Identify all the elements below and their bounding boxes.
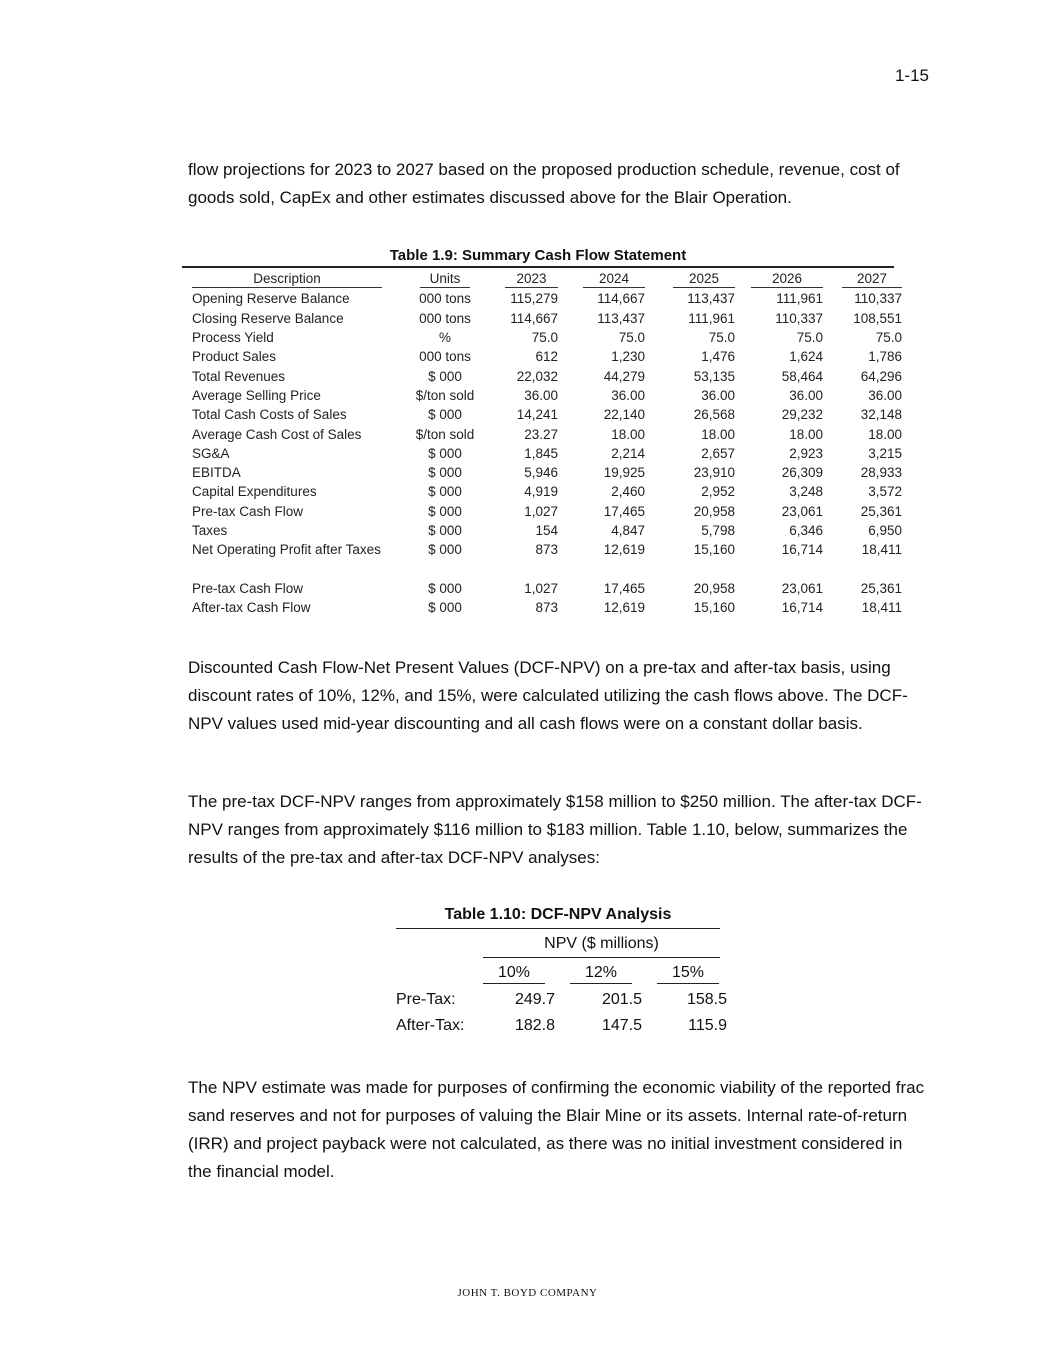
column-header-12pct: 12% xyxy=(570,963,632,984)
row-units: $ 000 xyxy=(428,484,462,500)
table-row xyxy=(192,502,902,521)
row-value: 4,847 xyxy=(611,523,645,538)
row-units: % xyxy=(438,330,451,346)
row-value: 2,657 xyxy=(701,445,735,461)
row-value: 22,140 xyxy=(603,407,645,423)
row-value: 108,551 xyxy=(853,310,902,326)
row-value: 26,309 xyxy=(781,465,823,481)
footer-company: JOHN T. BOYD COMPANY xyxy=(457,1287,598,1299)
row-description: Pre-tax Cash Flow xyxy=(192,503,304,519)
row-value: 22,032 xyxy=(516,368,558,384)
table-1-10-title: Table 1.10: DCF-NPV Analysis xyxy=(444,906,672,923)
npv-value: 182.8 xyxy=(514,1017,555,1034)
row-value: 12,619 xyxy=(603,542,645,558)
table-row xyxy=(192,540,902,559)
row-value: 36.00 xyxy=(524,387,558,403)
column-header: 2027 xyxy=(823,270,902,289)
row-value: 58,464 xyxy=(781,368,823,384)
empty-cell xyxy=(410,559,480,578)
row-units: $ 000 xyxy=(428,465,462,481)
table-row xyxy=(192,366,902,385)
row-value: 15,160 xyxy=(693,600,735,616)
row-description: Total Revenues xyxy=(192,368,286,384)
row-description: Net Operating Profit after Taxes xyxy=(192,542,381,558)
row-description: Average Cash Cost of Sales xyxy=(192,426,362,442)
npv-value: 115.9 xyxy=(688,1017,727,1034)
row-value: 4,919 xyxy=(524,484,558,500)
row-value: 12,619 xyxy=(603,600,645,616)
page-number: 1-15 xyxy=(894,66,929,85)
row-value: 23.27 xyxy=(524,426,558,442)
table-row xyxy=(192,463,902,482)
column-header-15pct: 15% xyxy=(657,963,719,984)
row-description: Product Sales xyxy=(192,349,277,365)
row-value: 20,958 xyxy=(693,580,735,596)
empty-cell xyxy=(558,559,645,578)
row-value: 16,714 xyxy=(781,542,823,558)
row-value: 5,946 xyxy=(524,465,558,481)
row-value: 6,950 xyxy=(868,523,902,538)
column-header: 2025 xyxy=(645,270,735,289)
row-value: 29,232 xyxy=(781,407,823,423)
paragraph-intro: flow projections for 2023 to 2027 based on the proposed production schedule, revenue, cost of goods sold, CapEx and other estimates discussed above for the Blair Operation. xyxy=(188,160,900,207)
row-value: 1,786 xyxy=(868,349,902,365)
row-label-pre-tax: Pre-Tax: xyxy=(396,991,456,1008)
npv-group-header: NPV ($ millions) xyxy=(544,935,659,952)
row-value: 17,465 xyxy=(603,503,645,519)
table-row xyxy=(192,347,902,366)
row-value: 6,346 xyxy=(789,523,823,538)
row-description: Process Yield xyxy=(192,330,274,346)
column-header: Description xyxy=(192,270,410,289)
row-units: $ 000 xyxy=(428,523,462,538)
row-value: 111,961 xyxy=(776,291,823,307)
row-units: $ 000 xyxy=(428,542,462,558)
row-value: 17,465 xyxy=(603,580,645,596)
row-value: 25,361 xyxy=(860,503,902,519)
paragraph-npv-range: The pre-tax DCF-NPV ranges from approximately $158 million to $250 million. The after-tax DCF-NPV ranges from approximately $116 million to $183 million. Table 1.10, below, summarizes the results of the pre-tax and after-tax DCF-NPV analyses: xyxy=(188,792,922,867)
row-value: 75.0 xyxy=(875,330,902,346)
row-value: 19,925 xyxy=(603,465,645,481)
empty-cell xyxy=(823,559,902,578)
paragraph-dcf-npv: Discounted Cash Flow-Net Present Values (DCF-NPV) on a pre-tax and after-tax basis, using discount rates of 10%, 12%, and 15%, were calculated utilizing the cash flows above. The DCF-NPV values used mid-year discounting and all cash flows were on a constant dollar basis. xyxy=(188,658,908,733)
row-value: 110,337 xyxy=(775,310,823,326)
row-value: 1,230 xyxy=(611,349,645,365)
table-row xyxy=(192,424,902,443)
row-value: 36.00 xyxy=(701,387,735,403)
table-row xyxy=(192,309,902,328)
row-value: 1,845 xyxy=(524,445,558,461)
row-value: 36.00 xyxy=(868,387,902,403)
row-value: 18.00 xyxy=(868,426,902,442)
row-value: 1,027 xyxy=(524,580,558,596)
row-value: 75.0 xyxy=(708,330,735,346)
row-value: 2,214 xyxy=(611,445,645,461)
column-header-10pct: 10% xyxy=(483,963,545,984)
table-row xyxy=(192,482,902,501)
row-value: 18.00 xyxy=(701,426,735,442)
npv-value: 201.5 xyxy=(601,991,642,1008)
row-value: 3,215 xyxy=(868,445,902,461)
row-value: 612 xyxy=(535,349,558,365)
row-description: Taxes xyxy=(192,523,228,538)
row-units: 000 tons xyxy=(419,349,471,365)
spacer-row xyxy=(192,559,902,578)
row-value: 23,910 xyxy=(693,465,735,481)
table-row xyxy=(192,386,902,405)
row-value: 3,572 xyxy=(868,484,902,500)
table-1-9-title: Table 1.9: Summary Cash Flow Statement xyxy=(389,247,687,264)
row-value: 32,148 xyxy=(860,407,902,423)
row-label-after-tax: After-Tax: xyxy=(396,1017,465,1034)
table-row xyxy=(192,328,902,347)
row-value: 2,923 xyxy=(789,445,823,461)
row-description: Pre-tax Cash Flow xyxy=(192,580,304,596)
row-units: $ 000 xyxy=(428,407,462,423)
row-units: $ 000 xyxy=(428,445,462,461)
row-value: 28,933 xyxy=(860,465,902,481)
row-description: Total Cash Costs of Sales xyxy=(192,407,347,423)
table-row xyxy=(192,289,902,308)
paragraph-npv-purpose: The NPV estimate was made for purposes of confirming the economic viability of the reported frac sand reserves and not for purposes of valuing the Blair Mine or its assets. Internal rate-of-return (IRR) and project payback were not calculated, as there was no initial investment considered in the financial model. xyxy=(188,1078,925,1181)
row-value: 64,296 xyxy=(860,368,902,384)
row-value: 14,241 xyxy=(516,407,558,423)
empty-cell xyxy=(735,559,823,578)
row-value: 1,476 xyxy=(701,349,735,365)
row-value: 18.00 xyxy=(789,426,823,442)
row-value: 16,714 xyxy=(781,600,823,616)
column-header: Units xyxy=(410,270,480,289)
row-units: 000 tons xyxy=(419,291,471,307)
row-value: 2,952 xyxy=(701,484,735,500)
row-value: 111,961 xyxy=(688,310,735,326)
npv-value: 147.5 xyxy=(601,1017,642,1034)
row-description: Closing Reserve Balance xyxy=(192,310,344,326)
column-header: 2026 xyxy=(735,270,823,289)
table-row xyxy=(192,598,902,617)
table-row xyxy=(192,579,902,598)
row-value: 75.0 xyxy=(796,330,823,346)
empty-cell xyxy=(480,559,558,578)
row-value: 114,667 xyxy=(597,291,645,307)
row-description: Average Selling Price xyxy=(192,387,321,403)
row-value: 113,437 xyxy=(597,310,645,326)
row-value: 15,160 xyxy=(693,542,735,558)
row-value: 1,624 xyxy=(789,349,823,365)
npv-value: 158.5 xyxy=(686,991,727,1008)
table-row xyxy=(192,405,902,424)
cash-flow-table xyxy=(192,270,902,617)
row-value: 115,279 xyxy=(510,291,558,307)
row-description: SG&A xyxy=(192,445,230,461)
row-units: $ 000 xyxy=(428,600,462,616)
row-value: 18,411 xyxy=(861,600,902,616)
row-value: 154 xyxy=(535,523,558,538)
row-value: 114,667 xyxy=(510,310,558,326)
empty-cell xyxy=(192,559,410,578)
row-value: 53,135 xyxy=(693,368,735,384)
column-header: 2024 xyxy=(558,270,645,289)
row-value: 2,460 xyxy=(611,484,645,500)
row-value: 873 xyxy=(535,542,558,558)
row-description: After-tax Cash Flow xyxy=(192,600,311,616)
row-value: 113,437 xyxy=(687,291,735,307)
row-value: 44,279 xyxy=(603,368,645,384)
row-value: 873 xyxy=(535,600,558,616)
row-value: 20,958 xyxy=(693,503,735,519)
row-description: EBITDA xyxy=(192,465,241,481)
column-header: 2023 xyxy=(480,270,558,289)
row-value: 26,568 xyxy=(693,407,735,423)
row-units: 000 tons xyxy=(419,310,471,326)
row-value: 23,061 xyxy=(781,503,823,519)
row-value: 18,411 xyxy=(861,542,902,558)
row-value: 110,337 xyxy=(854,291,902,307)
row-value: 25,361 xyxy=(860,580,902,596)
table-row xyxy=(192,521,902,540)
row-value: 75.0 xyxy=(531,330,558,346)
group-header-rule xyxy=(483,957,720,958)
row-units: $/ton sold xyxy=(415,426,475,442)
row-value: 75.0 xyxy=(618,330,645,346)
table-top-rule xyxy=(182,266,894,268)
row-description: Opening Reserve Balance xyxy=(192,291,350,307)
row-units: $ 000 xyxy=(428,580,462,596)
row-description: Capital Expenditures xyxy=(192,484,317,500)
table-top-rule xyxy=(396,928,720,929)
row-value: 18.00 xyxy=(611,426,645,442)
row-value: 1,027 xyxy=(524,503,558,519)
row-value: 36.00 xyxy=(789,387,823,403)
row-units: $/ton sold xyxy=(415,387,475,403)
row-units: $ 000 xyxy=(428,368,462,384)
empty-cell xyxy=(645,559,735,578)
table-row xyxy=(192,444,902,463)
table-header-row xyxy=(192,270,902,289)
row-units: $ 000 xyxy=(428,503,462,519)
row-value: 3,248 xyxy=(789,484,823,500)
row-value: 36.00 xyxy=(611,387,645,403)
row-value: 5,798 xyxy=(701,523,735,538)
npv-value: 249.7 xyxy=(514,991,555,1008)
row-value: 23,061 xyxy=(781,580,823,596)
